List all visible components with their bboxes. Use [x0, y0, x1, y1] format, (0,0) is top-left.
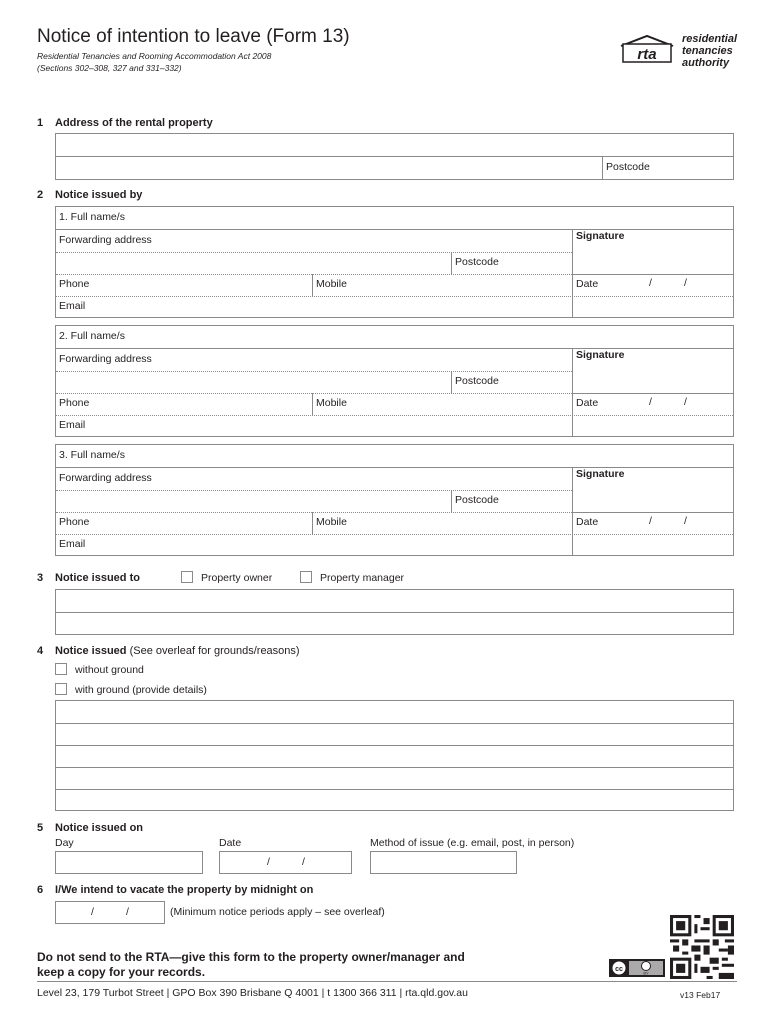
section-3-number: 3 [37, 572, 44, 584]
act-sections: (Sections 302–308, 327 and 331–332) [37, 63, 182, 73]
with-ground-label: with ground (provide details) [75, 684, 207, 696]
section-4-number: 4 [37, 645, 44, 657]
by-label: BY [643, 970, 649, 976]
without-ground-checkbox[interactable] [55, 663, 67, 675]
issuer-2-email-label: Email [59, 419, 86, 431]
date-slash: / [302, 856, 305, 868]
without-ground-label: without ground [75, 664, 144, 676]
issuer-1-email-label: Email [59, 300, 86, 312]
issuer-1-forwarding-label: Forwarding address [59, 234, 152, 246]
date-slash: / [126, 906, 129, 918]
issuer-3-email-label: Email [59, 538, 86, 550]
act-name: Residential Tenancies and Rooming Accommodation Act 2008 [37, 51, 272, 61]
section-1-number: 1 [37, 117, 44, 129]
postcode-label: Postcode [606, 161, 650, 173]
issue-date-field[interactable] [219, 851, 352, 874]
form-version: v13 Feb17 [680, 990, 721, 1000]
section-2-number: 2 [37, 189, 44, 201]
issuer-1-phone-label: Phone [59, 278, 90, 290]
logo-line-3: authority [682, 57, 730, 69]
issuer-1-block[interactable] [55, 206, 734, 318]
logo-line-1: residential [682, 33, 738, 45]
date-slash: / [684, 396, 687, 408]
footer-divider [37, 981, 737, 982]
issuer-3-date-label: Date [576, 516, 599, 528]
with-ground-checkbox[interactable] [55, 683, 67, 695]
section-2-title: Notice issued by [55, 189, 143, 201]
ground-details-box[interactable] [55, 700, 734, 811]
issuer-2-forwarding-label: Forwarding address [59, 353, 152, 365]
date-slash: / [649, 515, 652, 527]
title-form-number: (Form 13) [266, 26, 350, 47]
issuer-2-fullname-label: 2. Full name/s [59, 330, 125, 342]
issuer-1-mobile-label: Mobile [316, 278, 347, 290]
logo-wordmark [682, 33, 737, 69]
property-manager-label: Property manager [320, 572, 405, 584]
footer-warning-line-1: Do not send to the RTA—give this form to the property owner/manager and [37, 950, 465, 964]
section-3-title: Notice issued to [55, 572, 140, 584]
issuer-2-block[interactable] [55, 325, 734, 437]
issuer-3-postcode-label: Postcode [455, 494, 499, 506]
issuer-3-fullname-label: 3. Full name/s [59, 449, 125, 461]
footer-warning [37, 950, 465, 980]
date-slash: / [267, 856, 270, 868]
creative-commons-by-icon [609, 959, 665, 977]
cc-label: cc [615, 966, 623, 973]
date-slash: / [91, 906, 94, 918]
date-slash: / [684, 515, 687, 527]
logo-line-2: tenancies [682, 45, 733, 57]
qr-code-icon [670, 915, 734, 979]
notice-period-note: (Minimum notice periods apply – see overleaf) [170, 906, 385, 918]
logo-abbr: rta [637, 46, 657, 63]
section-6-number: 6 [37, 884, 44, 896]
issuer-2-signature-label: Signature [576, 349, 625, 361]
issue-date-label: Date [219, 837, 242, 849]
date-slash: / [649, 396, 652, 408]
date-slash: / [649, 277, 652, 289]
issuer-3-block[interactable] [55, 444, 734, 556]
property-owner-label: Property owner [201, 572, 273, 584]
issuer-1-fullname-label: 1. Full name/s [59, 211, 125, 223]
issue-day-label: Day [55, 837, 74, 849]
issuer-3-forwarding-label: Forwarding address [59, 472, 152, 484]
issuer-2-mobile-label: Mobile [316, 397, 347, 409]
vacate-date-field[interactable] [55, 901, 165, 924]
issuer-1-postcode-label: Postcode [455, 256, 499, 268]
section-5-title: Notice issued on [55, 822, 144, 834]
property-owner-checkbox[interactable] [181, 571, 193, 583]
footer-address: Level 23, 179 Turbot Street | GPO Box 390 Brisbane Q 4001 | t 1300 366 311 | rta.qld.gov.au [37, 987, 468, 999]
section-4-note: (See overleaf for grounds/reasons) [129, 645, 300, 657]
rta-logo-icon [619, 34, 675, 64]
section-4-title [55, 645, 300, 657]
issuer-2-phone-label: Phone [59, 397, 90, 409]
issued-to-box[interactable] [55, 589, 734, 635]
section-1-title: Address of the rental property [55, 117, 213, 129]
property-address-box[interactable] [55, 133, 734, 180]
issuer-2-date-label: Date [576, 397, 599, 409]
section-5-number: 5 [37, 822, 44, 834]
issuer-1-signature-label: Signature [576, 230, 625, 242]
issuer-3-signature-label: Signature [576, 468, 625, 480]
issue-method-field[interactable] [370, 851, 517, 874]
date-slash: / [684, 277, 687, 289]
section-6-title: I/We intend to vacate the property by midnight on [55, 884, 314, 896]
legislation-reference [37, 50, 271, 74]
issuer-3-mobile-label: Mobile [316, 516, 347, 528]
footer-warning-line-2: keep a copy for your records. [37, 965, 206, 979]
property-manager-checkbox[interactable] [300, 571, 312, 583]
title-main: Notice of intention to leave [37, 26, 261, 47]
section-4-title-text: Notice issued [55, 645, 127, 657]
form-title [37, 26, 350, 48]
issuer-2-postcode-label: Postcode [455, 375, 499, 387]
issue-method-label: Method of issue (e.g. email, post, in person) [370, 837, 575, 849]
issuer-3-phone-label: Phone [59, 516, 90, 528]
issue-day-field[interactable] [55, 851, 203, 874]
issuer-1-date-label: Date [576, 278, 599, 290]
